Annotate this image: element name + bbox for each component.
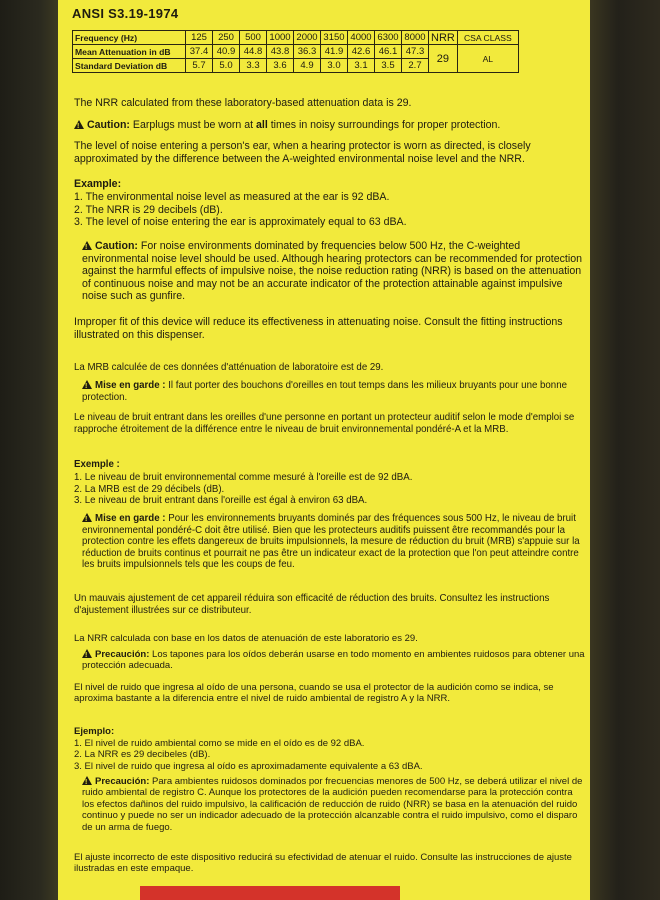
list-item: 1. The environmental noise level as measured at the ear is 92 dBA. xyxy=(74,191,390,203)
freq-cell: 4000 xyxy=(348,31,375,45)
en-caution-1 xyxy=(74,119,579,132)
list-item: 3. El nivel de ruido que ingresa al oído es aproximadamente equivalente a 63 dBA. xyxy=(74,760,423,772)
background-left-edge xyxy=(0,0,58,900)
sd-cell: 4.9 xyxy=(294,59,321,73)
es-caution-2-text: Para ambientes ruidosos dominados por frecuencias menores de 500 Hz, se deberá utilizar el nivel de ruido ambiental de registro C. Aunque los protectores de la audición pueden recomendarse para la protección contra los efectos dañinos del ruido impulsivo, la calificación de reducción de ruido (NRR) se basa en la atenuación del ruido continuo y puede no ser un indicador adecuado de la protección alcanzable contra el ruido impulsivo, como el disparo de un arma de fuego. xyxy=(82,776,583,833)
es-improper-fit: El ajuste incorrecto de este dispositivo reducirá su efectividad de atenuar el ruido. Consulte las instrucciones de ajuste ilustradas en este empaque. xyxy=(74,852,572,875)
freq-cell: 3150 xyxy=(321,31,348,45)
nrr-header: NRR xyxy=(429,31,458,45)
fr-caution-2-label: Mise en garde : xyxy=(95,513,166,524)
sd-cell: 3.3 xyxy=(240,59,267,73)
fr-level-text: Le niveau de bruit entrant dans les oreilles d'une personne en portant un protecteur auditif selon le mode d'emploi se rapproche étroitement de la différence entre le niveau de bruit environnemental pondéré-A et la MRB. xyxy=(74,412,575,435)
fr-example-title: Exemple : xyxy=(74,459,120,470)
warning-icon xyxy=(74,120,84,129)
sd-cell: 5.7 xyxy=(186,59,213,73)
en-level-text: The level of noise entering a person's ear, when a hearing protector is worn as directed, is closely approximated by the difference between the A-weighted environmental noise level and the NRR. xyxy=(74,140,531,165)
es-caution-2 xyxy=(74,775,587,833)
warning-icon xyxy=(82,513,92,522)
es-example-title: Ejemplo: xyxy=(74,726,115,737)
list-item: 1. Le niveau de bruit environnemental comme mesuré à l'oreille est de 92 dBA. xyxy=(74,472,413,483)
en-improper-fit: Improper fit of this device will reduce its effectiveness in attenuating noise. Consult the fitting instructions illustrated on this dispenser. xyxy=(74,316,563,341)
sd-cell: 3.1 xyxy=(348,59,375,73)
warning-icon xyxy=(82,776,92,785)
sd-label: Standard Deviation dB xyxy=(73,59,186,73)
en-caution-1-label: Caution: xyxy=(87,119,130,131)
csa-header: CSA CLASS xyxy=(457,31,518,45)
standard-title: ANSI S3.19-1974 xyxy=(72,6,179,21)
es-caution-2-label: Precaución: xyxy=(95,776,150,787)
warning-icon xyxy=(82,241,92,250)
mean-cell: 36.3 xyxy=(294,45,321,59)
en-example-title: Example: xyxy=(74,178,122,190)
sd-cell: 3.5 xyxy=(375,59,402,73)
mean-cell: 41.9 xyxy=(321,45,348,59)
es-nrr-statement: La NRR calculada con base en los datos de atenuación de este laboratorio es 29. xyxy=(74,633,418,644)
fr-caution-2 xyxy=(74,512,587,571)
es-caution-1-text: Los tapones para los oídos deberán usarse en todo momento en ambientes ruidosos para obtener una protección adecuada. xyxy=(82,649,585,672)
list-item: 2. La NRR es 29 decibeles (dB). xyxy=(74,749,211,761)
freq-cell: 500 xyxy=(240,31,267,45)
en-example-list xyxy=(74,191,579,229)
fr-nrr-statement: La MRB calculée de ces données d'atténuation de laboratoire est de 29. xyxy=(74,362,384,373)
list-item: 2. The NRR is 29 decibels (dB). xyxy=(74,203,223,216)
warning-icon xyxy=(82,649,92,658)
frequency-header: Frequency (Hz) xyxy=(73,31,186,45)
list-item: 3. Le niveau de bruit entrant dans l'oreille est égal à environ 63 dBA. xyxy=(74,495,368,507)
mean-cell: 46.1 xyxy=(375,45,402,59)
mean-cell: 43.8 xyxy=(267,45,294,59)
list-item: 3. The level of noise entering the ear is approximately equal to 63 dBA. xyxy=(74,216,407,229)
fr-improper-fit: Un mauvais ajustement de cet appareil réduira son efficacité de réduction des bruits. Consultez les instructions d'ajustement illustrées sur ce distributeur. xyxy=(74,593,550,616)
en-caution-2 xyxy=(74,240,587,303)
fr-caution-1-text: Il faut porter des bouchons d'oreilles en tout temps dans les milieux bruyants pour une bonne protection. xyxy=(82,380,567,403)
table-header-row xyxy=(73,31,519,45)
label-sheet xyxy=(58,0,590,900)
mean-cell: 40.9 xyxy=(213,45,240,59)
background-right-edge xyxy=(590,0,660,900)
en-caution-1-pre: Earplugs must be worn at xyxy=(132,119,256,131)
sd-cell: 3.0 xyxy=(321,59,348,73)
sd-cell: 3.6 xyxy=(267,59,294,73)
fr-caution-1-label: Mise en garde : xyxy=(95,380,166,391)
en-nrr-statement: The NRR calculated from these laboratory-based attenuation data is 29. xyxy=(74,97,412,109)
en-caution-1-emph: all xyxy=(256,119,268,131)
es-example-list xyxy=(74,738,579,772)
freq-cell: 250 xyxy=(213,31,240,45)
mean-cell: 37.4 xyxy=(186,45,213,59)
nrr-value: 29 xyxy=(429,45,458,73)
es-caution-1-label: Precaución: xyxy=(95,649,150,660)
list-item: 2. La MRB est de 29 décibels (dB). xyxy=(74,483,225,495)
red-print-strip xyxy=(140,886,400,900)
sd-cell: 2.7 xyxy=(402,59,429,73)
mean-cell: 47.3 xyxy=(402,45,429,59)
fr-caution-1 xyxy=(74,379,587,403)
list-item: 1. El nivel de ruido ambiental como se mide en el oído es de 92 dBA. xyxy=(74,738,365,749)
es-level-text: El nivel de ruido que ingresa al oído de una persona, cuando se usa el protector de la audición como se indica, se aproxima bastante a la diferencia entre el nivel de ruido ambiental de registro A y la NRR. xyxy=(74,682,554,705)
freq-cell: 2000 xyxy=(294,31,321,45)
mean-label: Mean Attenuation in dB xyxy=(73,45,186,59)
warning-icon xyxy=(82,380,92,389)
fr-caution-2-text: Pour les environnements bruyants dominés par des fréquences sous 500 Hz, le niveau de bruit environnemental pondéré-C doit être utilisé. Bien que les protecteurs auditifs puissent être recommandés pour la protection contre les effets dangereux de bruits impulsionnels, la mesure de réduction du bruit (MRB) s'appuie sur la réduction de bruits continus et pourrait ne pas être un indicateur exact de la protection que l'on peut atteindre contre les bruits impulsionnels tels que les coups de feu. xyxy=(82,513,580,571)
sd-cell: 5.0 xyxy=(213,59,240,73)
csa-value: AL xyxy=(457,45,518,73)
table-row xyxy=(73,45,519,59)
mean-cell: 44.8 xyxy=(240,45,267,59)
freq-cell: 1000 xyxy=(267,31,294,45)
attenuation-table xyxy=(72,30,519,73)
en-caution-1-post: times in noisy surroundings for proper protection. xyxy=(267,119,501,131)
en-caution-2-text: For noise environments dominated by frequencies below 500 Hz, the C-weighted environmental noise level should be used. Although hearing protectors can be recommended for protection against the harmful effects of impulsive noise, the noise reduction rating (NRR) is based on the attenuation of continuous noise and may not be an accurate indicator of the protection attainable against impulsive noise such as gunfire. xyxy=(82,240,582,303)
mean-cell: 42.6 xyxy=(348,45,375,59)
freq-cell: 6300 xyxy=(375,31,402,45)
freq-cell: 8000 xyxy=(402,31,429,45)
freq-cell: 125 xyxy=(186,31,213,45)
fr-example-list xyxy=(74,472,579,507)
es-caution-1 xyxy=(74,648,587,672)
en-caution-2-label: Caution: xyxy=(95,240,138,252)
